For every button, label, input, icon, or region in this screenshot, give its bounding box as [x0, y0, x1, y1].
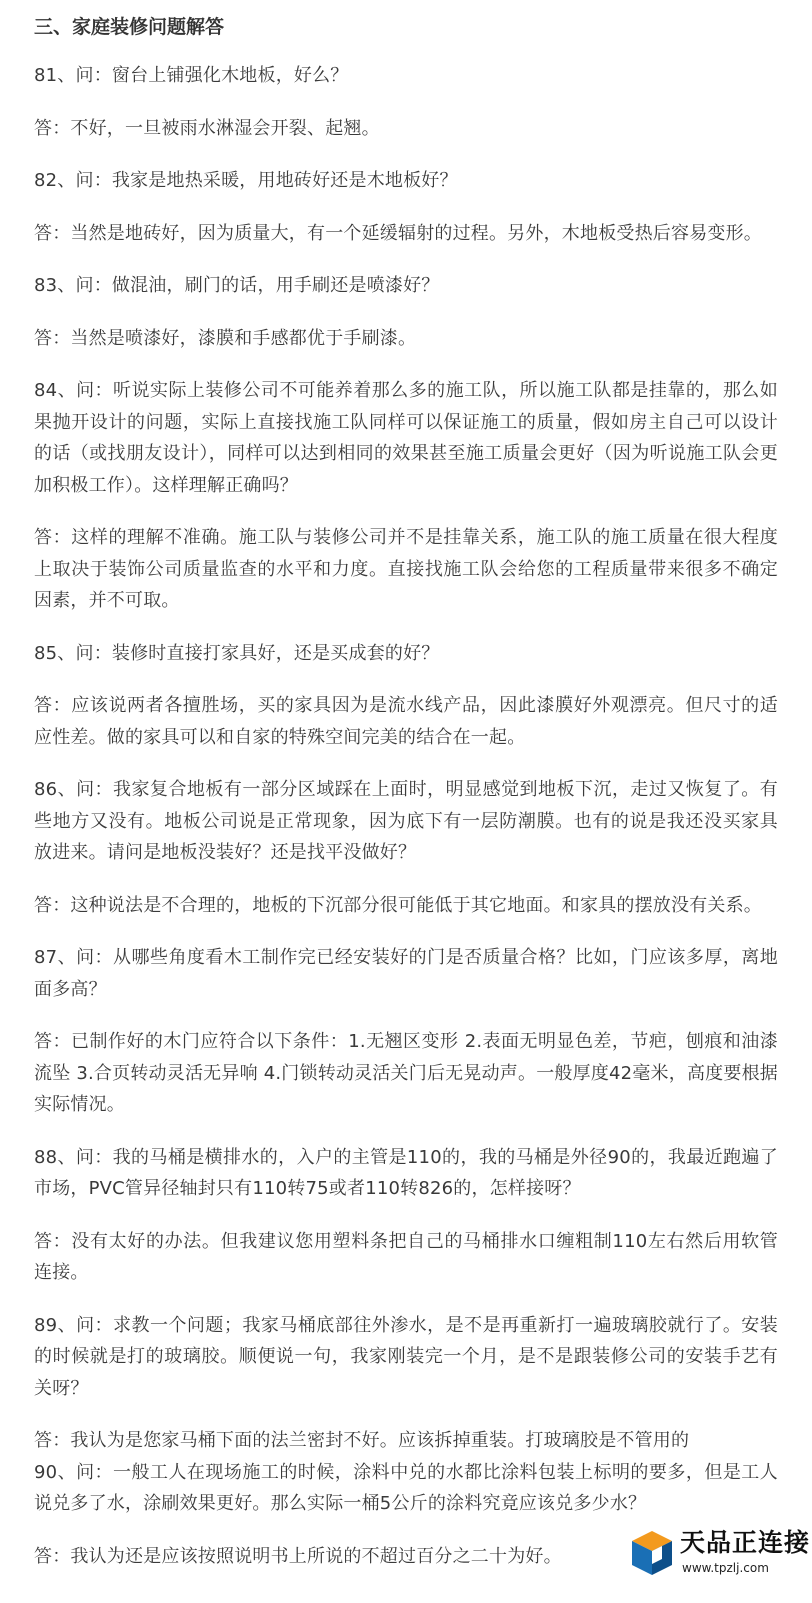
- answer-83: 答：当然是喷漆好，漆膜和手感都优于手刷漆。: [34, 327, 417, 349]
- section-title: 三、家庭装修问题解答: [34, 16, 225, 38]
- answer-82: 答：当然是地砖好，因为质量大，有一个延缓辐射的过程。另外，木地板受热后容易变形。: [34, 222, 762, 244]
- question-89: 89、问：求教一个问题；我家马桶底部往外渗水，是不是再重新打一遍玻璃胶就行了。安装的时候就是打的玻璃胶。顺便说一句，我家刚装完一个月，是不是跟装修公司的安装手艺有关呀？: [34, 1314, 778, 1399]
- answer-84: 答：这样的理解不准确。施工队与装修公司并不是挂靠关系，施工队的施工质量在很大程度上取决于装饰公司质量监查的水平和力度。直接找施工队会给您的工程质量带来很多不确定因素，并不可取。: [34, 527, 778, 611]
- cube-logo-icon: [630, 1529, 674, 1577]
- question-86: 86、问：我家复合地板有一部分区域踩在上面时，明显感觉到地板下沉，走过又恢复了。有些地方又没有。地板公司说是正常现象，因为底下有一层防潮膜。也有的说是我还没买家具放进来。请问是地板没装好？还是找平没做好？: [34, 779, 778, 863]
- watermark-logo: [630, 1525, 811, 1581]
- question-81: 81、问：窗台上铺强化木地板，好么？: [34, 65, 349, 86]
- question-84: 84、问：听说实际上装修公司不可能养着那么多的施工队，所以施工队都是挂靠的，那么如果抛开设计的问题，实际上直接找施工队同样可以保证施工的质量，假如房主自己可以设计的话（或找朋友设计），同样可以达到相同的效果甚至施工质量会更好（因为听说施工队会更加积极工作）。这样理解正确吗？: [34, 380, 778, 496]
- watermark-name: 天品正连接: [680, 1528, 811, 1557]
- answer-88: 答：没有太好的办法。但我建议您用塑料条把自己的马桶排水口缠粗制110左右然后用软管连接。: [34, 1230, 778, 1283]
- watermark-url: www.tpzlj.com: [682, 1561, 769, 1575]
- answer-90: 答：我认为还是应该按照说明书上所说的不超过百分之二十为好。: [34, 1545, 562, 1567]
- answer-85: 答：应该说两者各擅胜场，买的家具因为是流水线产品，因此漆膜好外观漂亮。但尺寸的适应性差。做的家具可以和自家的特殊空间完美的结合在一起。: [34, 695, 778, 748]
- question-88: 88、问：我的马桶是横排水的，入户的主管是110的，我的马桶是外径90的，我最近跑遍了市场，PVC管异径轴封只有110转75或者110转826的，怎样接呀？: [34, 1146, 778, 1199]
- question-87: 87、问：从哪些角度看木工制作完已经安装好的门是否质量合格？比如，门应该多厚，离地面多高？: [34, 947, 778, 1000]
- answer-89: 答：我认为是您家马桶下面的法兰密封不好。应该拆掉重装。打玻璃胶是不管用的: [34, 1430, 690, 1451]
- answer-81: 答：不好，一旦被雨水淋湿会开裂、起翘。: [34, 117, 380, 139]
- question-85: 85、问：装修时直接打家具好，还是买成套的好？: [34, 642, 440, 664]
- answer-87: 答：已制作好的木门应符合以下条件：1.无翘区变形 2.表面无明显色差，节疤，刨痕和油漆流坠 3.合页转动灵活无异响 4.门锁转动灵活关门后无晃动声。一般厚度42毫米，高度要根据实际情况。: [34, 1031, 778, 1115]
- question-82: 82、问：我家是地热采暖，用地砖好还是木地板好？: [34, 170, 458, 191]
- question-90: 90、问：一般工人在现场施工的时候，涂料中兑的水都比涂料包装上标明的要多，但是工人说兑多了水，涂刷效果更好。那么实际一桶5公斤的涂料究竟应该兑多少水？: [34, 1461, 778, 1514]
- question-83: 83、问：做混油，刷门的话，用手刷还是喷漆好？: [34, 275, 440, 296]
- answer-86: 答：这种说法是不合理的，地板的下沉部分很可能低于其它地面。和家具的摆放没有关系。: [34, 894, 762, 916]
